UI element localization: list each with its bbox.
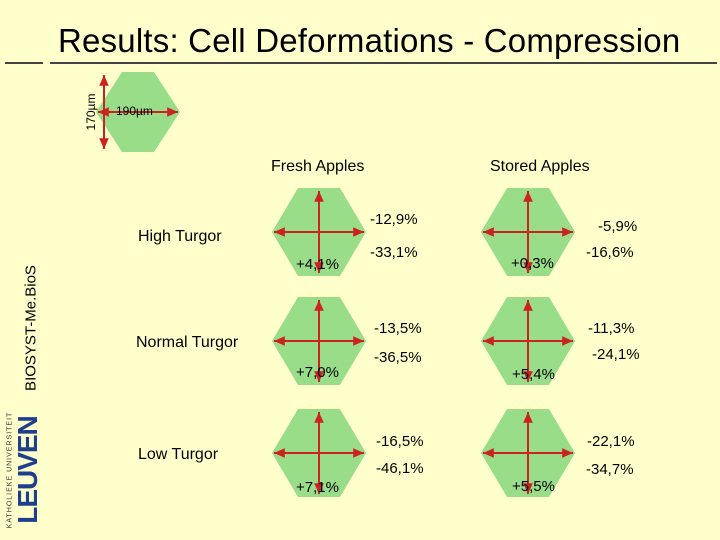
height-label: 170µm (84, 93, 98, 131)
stored-normal-horizontal: +5,4% (512, 366, 555, 383)
side-label: BIOSYST-Me.BioS (22, 265, 40, 391)
fresh-normal-horizontal: +7,0% (296, 364, 339, 381)
fresh-high-bottom: -33,1% (370, 244, 418, 261)
fresh-low-horizontal: +7,1% (296, 479, 339, 496)
fresh-high-top: -12,9% (370, 211, 418, 228)
stored-normal-bottom: -24,1% (592, 346, 640, 363)
width-label: 190µm (116, 104, 153, 118)
leuven-logo: LEUVEN (12, 416, 43, 524)
fresh-normal-bottom: -36,5% (374, 349, 422, 366)
row-label-normal: Normal Turgor (136, 334, 239, 351)
row-label-low: Low Turgor (138, 446, 219, 463)
stored-high-bottom: -16,6% (586, 244, 634, 261)
stored-high-horizontal: +0,3% (511, 255, 554, 272)
column-header-stored: Stored Apples (490, 158, 590, 175)
fresh-normal-top: -13,5% (374, 320, 422, 337)
stored-normal-top: -11,3% (588, 320, 635, 337)
column-header-fresh: Fresh Apples (271, 158, 365, 175)
stored-low-horizontal: +5,5% (512, 478, 555, 495)
stored-low-top: -22,1% (587, 433, 635, 450)
slide-title: Results: Cell Deformations - Compression (58, 22, 681, 59)
logo-university-text: KATHOLIEKE UNIVERSITEIT (6, 411, 14, 529)
fresh-low-bottom: -46,1% (376, 460, 424, 477)
stored-low-bottom: -34,7% (586, 461, 634, 478)
row-label-high: High Turgor (138, 228, 222, 245)
fresh-low-top: -16,5% (376, 433, 424, 450)
fresh-high-horizontal: +4,1% (296, 256, 339, 273)
stored-high-top: -5,9% (598, 218, 638, 235)
